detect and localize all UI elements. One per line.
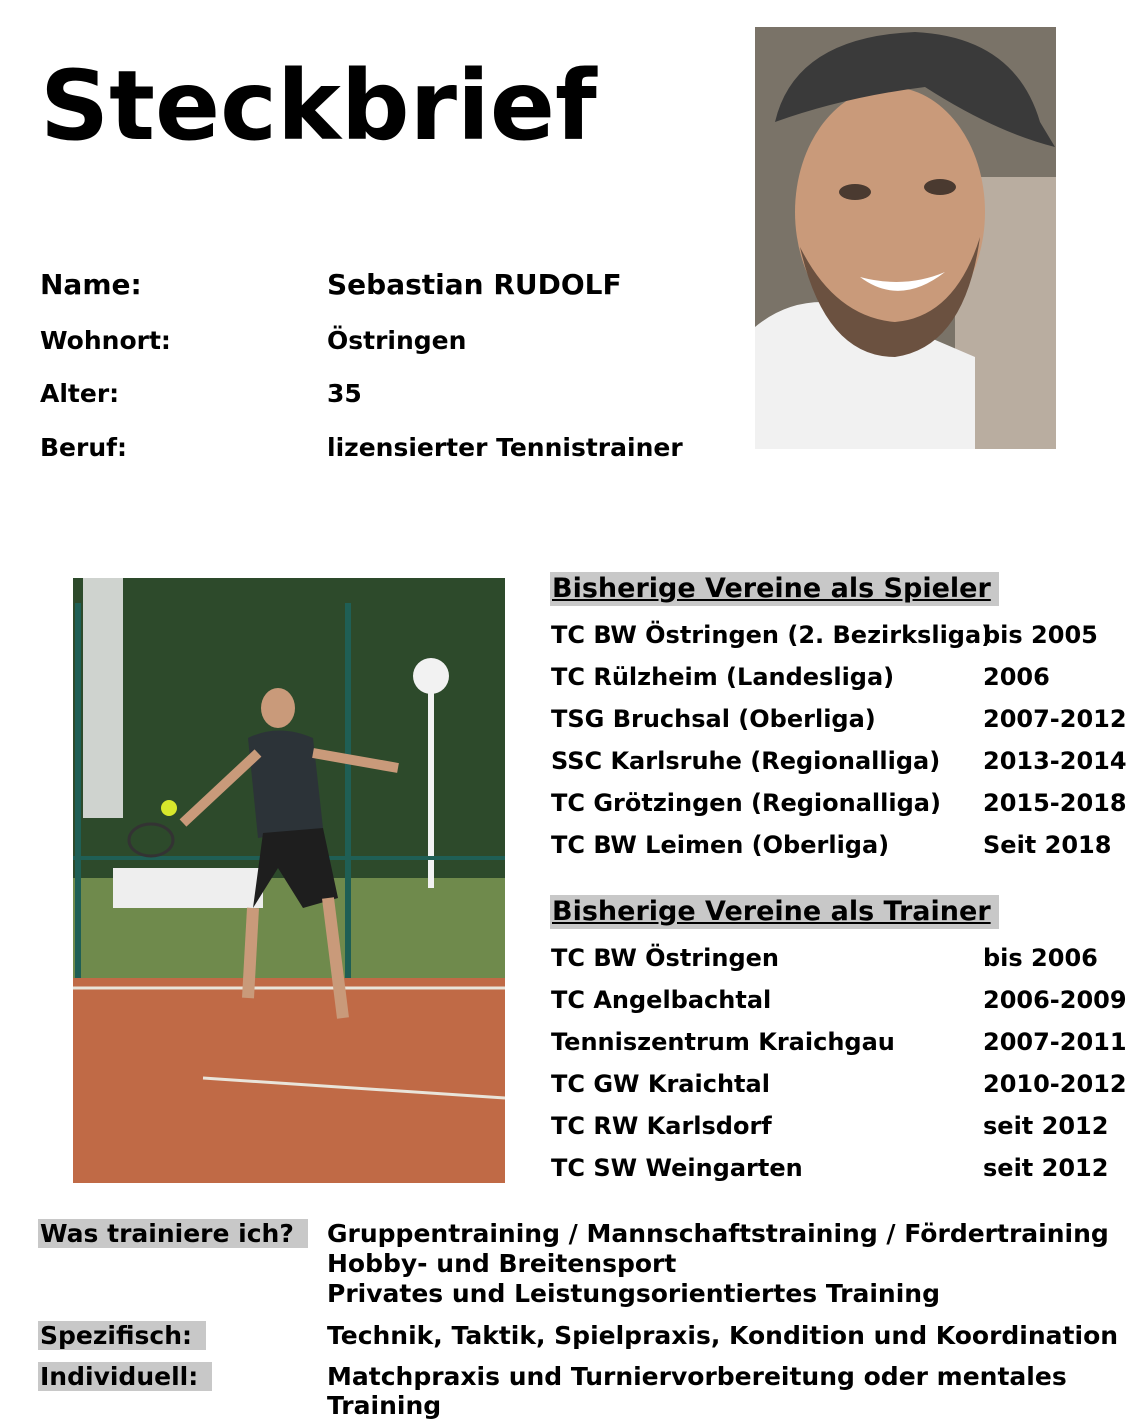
trainer-heading: Bisherige Vereine als Trainer bbox=[550, 895, 999, 929]
alter-label: Alter: bbox=[40, 379, 120, 408]
training-line: Hobby- und Breitensport bbox=[327, 1249, 677, 1278]
club-years: 2010-2012 bbox=[983, 1070, 1127, 1098]
list-item bbox=[551, 740, 1140, 782]
club-years: bis 2005 bbox=[983, 621, 1098, 649]
list-item bbox=[551, 1105, 1140, 1147]
club-years: 2015-2018 bbox=[983, 789, 1127, 817]
club-name: TC GW Kraichtal bbox=[551, 1070, 770, 1098]
tennis-photo bbox=[73, 578, 505, 1183]
portrait-illustration bbox=[755, 27, 1056, 449]
spieler-heading: Bisherige Vereine als Spieler bbox=[550, 572, 999, 606]
was-trainiere-label: Was trainiere ich? bbox=[38, 1219, 308, 1248]
individuell-label: Individuell: bbox=[38, 1362, 212, 1391]
list-item bbox=[551, 937, 1140, 979]
club-years: seit 2012 bbox=[983, 1154, 1109, 1182]
club-name: TC Rülzheim (Landesliga) bbox=[551, 663, 895, 691]
club-name: TC SW Weingarten bbox=[551, 1154, 803, 1182]
club-years: 2006-2009 bbox=[983, 986, 1127, 1014]
club-years: 2013-2014 bbox=[983, 747, 1127, 775]
was-trainiere-list bbox=[327, 1219, 1109, 1309]
list-item bbox=[551, 698, 1140, 740]
wohnort-value: Östringen bbox=[327, 326, 467, 355]
tennis-illustration bbox=[73, 578, 505, 1183]
club-name: Tenniszentrum Kraichgau bbox=[551, 1028, 895, 1056]
club-years: bis 2006 bbox=[983, 944, 1098, 972]
club-years: 2007-2011 bbox=[983, 1028, 1127, 1056]
club-name: TC BW Östringen bbox=[551, 944, 779, 972]
club-years: 2006 bbox=[983, 663, 1050, 691]
club-name: TC Grötzingen (Regionalliga) bbox=[551, 789, 941, 817]
training-line: Privates und Leistungsorientiertes Training bbox=[327, 1279, 940, 1308]
list-item bbox=[551, 824, 1140, 866]
list-item bbox=[551, 782, 1140, 824]
individuell-value: Matchpraxis und Turniervorbereitung oder mentales Training bbox=[327, 1362, 1067, 1420]
alter-value: 35 bbox=[327, 379, 362, 408]
name-value: Sebastian RUDOLF bbox=[327, 268, 622, 301]
club-years: seit 2012 bbox=[983, 1112, 1109, 1140]
list-item bbox=[551, 614, 1140, 656]
spezifisch-label: Spezifisch: bbox=[38, 1321, 206, 1350]
beruf-value: lizensierter Tennistrainer bbox=[327, 433, 683, 462]
beruf-label: Beruf: bbox=[40, 433, 128, 462]
list-item bbox=[551, 656, 1140, 698]
club-name: TC BW Östringen (2. Bezirksliga) bbox=[551, 621, 993, 649]
page-title: Steckbrief bbox=[40, 50, 597, 162]
spezifisch-value: Technik, Taktik, Spielpraxis, Kondition und Koordination bbox=[327, 1321, 1119, 1350]
list-item bbox=[551, 1063, 1140, 1105]
club-name: TC BW Leimen (Oberliga) bbox=[551, 831, 890, 859]
club-years: Seit 2018 bbox=[983, 831, 1112, 859]
portrait-photo bbox=[755, 27, 1056, 449]
club-name: TC Angelbachtal bbox=[551, 986, 772, 1014]
list-item bbox=[551, 979, 1140, 1021]
list-item bbox=[551, 1147, 1140, 1189]
club-name: SSC Karlsruhe (Regionalliga) bbox=[551, 747, 941, 775]
name-label: Name: bbox=[40, 268, 142, 301]
club-years: 2007-2012 bbox=[983, 705, 1127, 733]
club-name: TC RW Karlsdorf bbox=[551, 1112, 772, 1140]
wohnort-label: Wohnort: bbox=[40, 326, 171, 355]
training-line: Gruppentraining / Mannschaftstraining / Fördertraining bbox=[327, 1219, 1109, 1248]
club-name: TSG Bruchsal (Oberliga) bbox=[551, 705, 876, 733]
list-item bbox=[551, 1021, 1140, 1063]
